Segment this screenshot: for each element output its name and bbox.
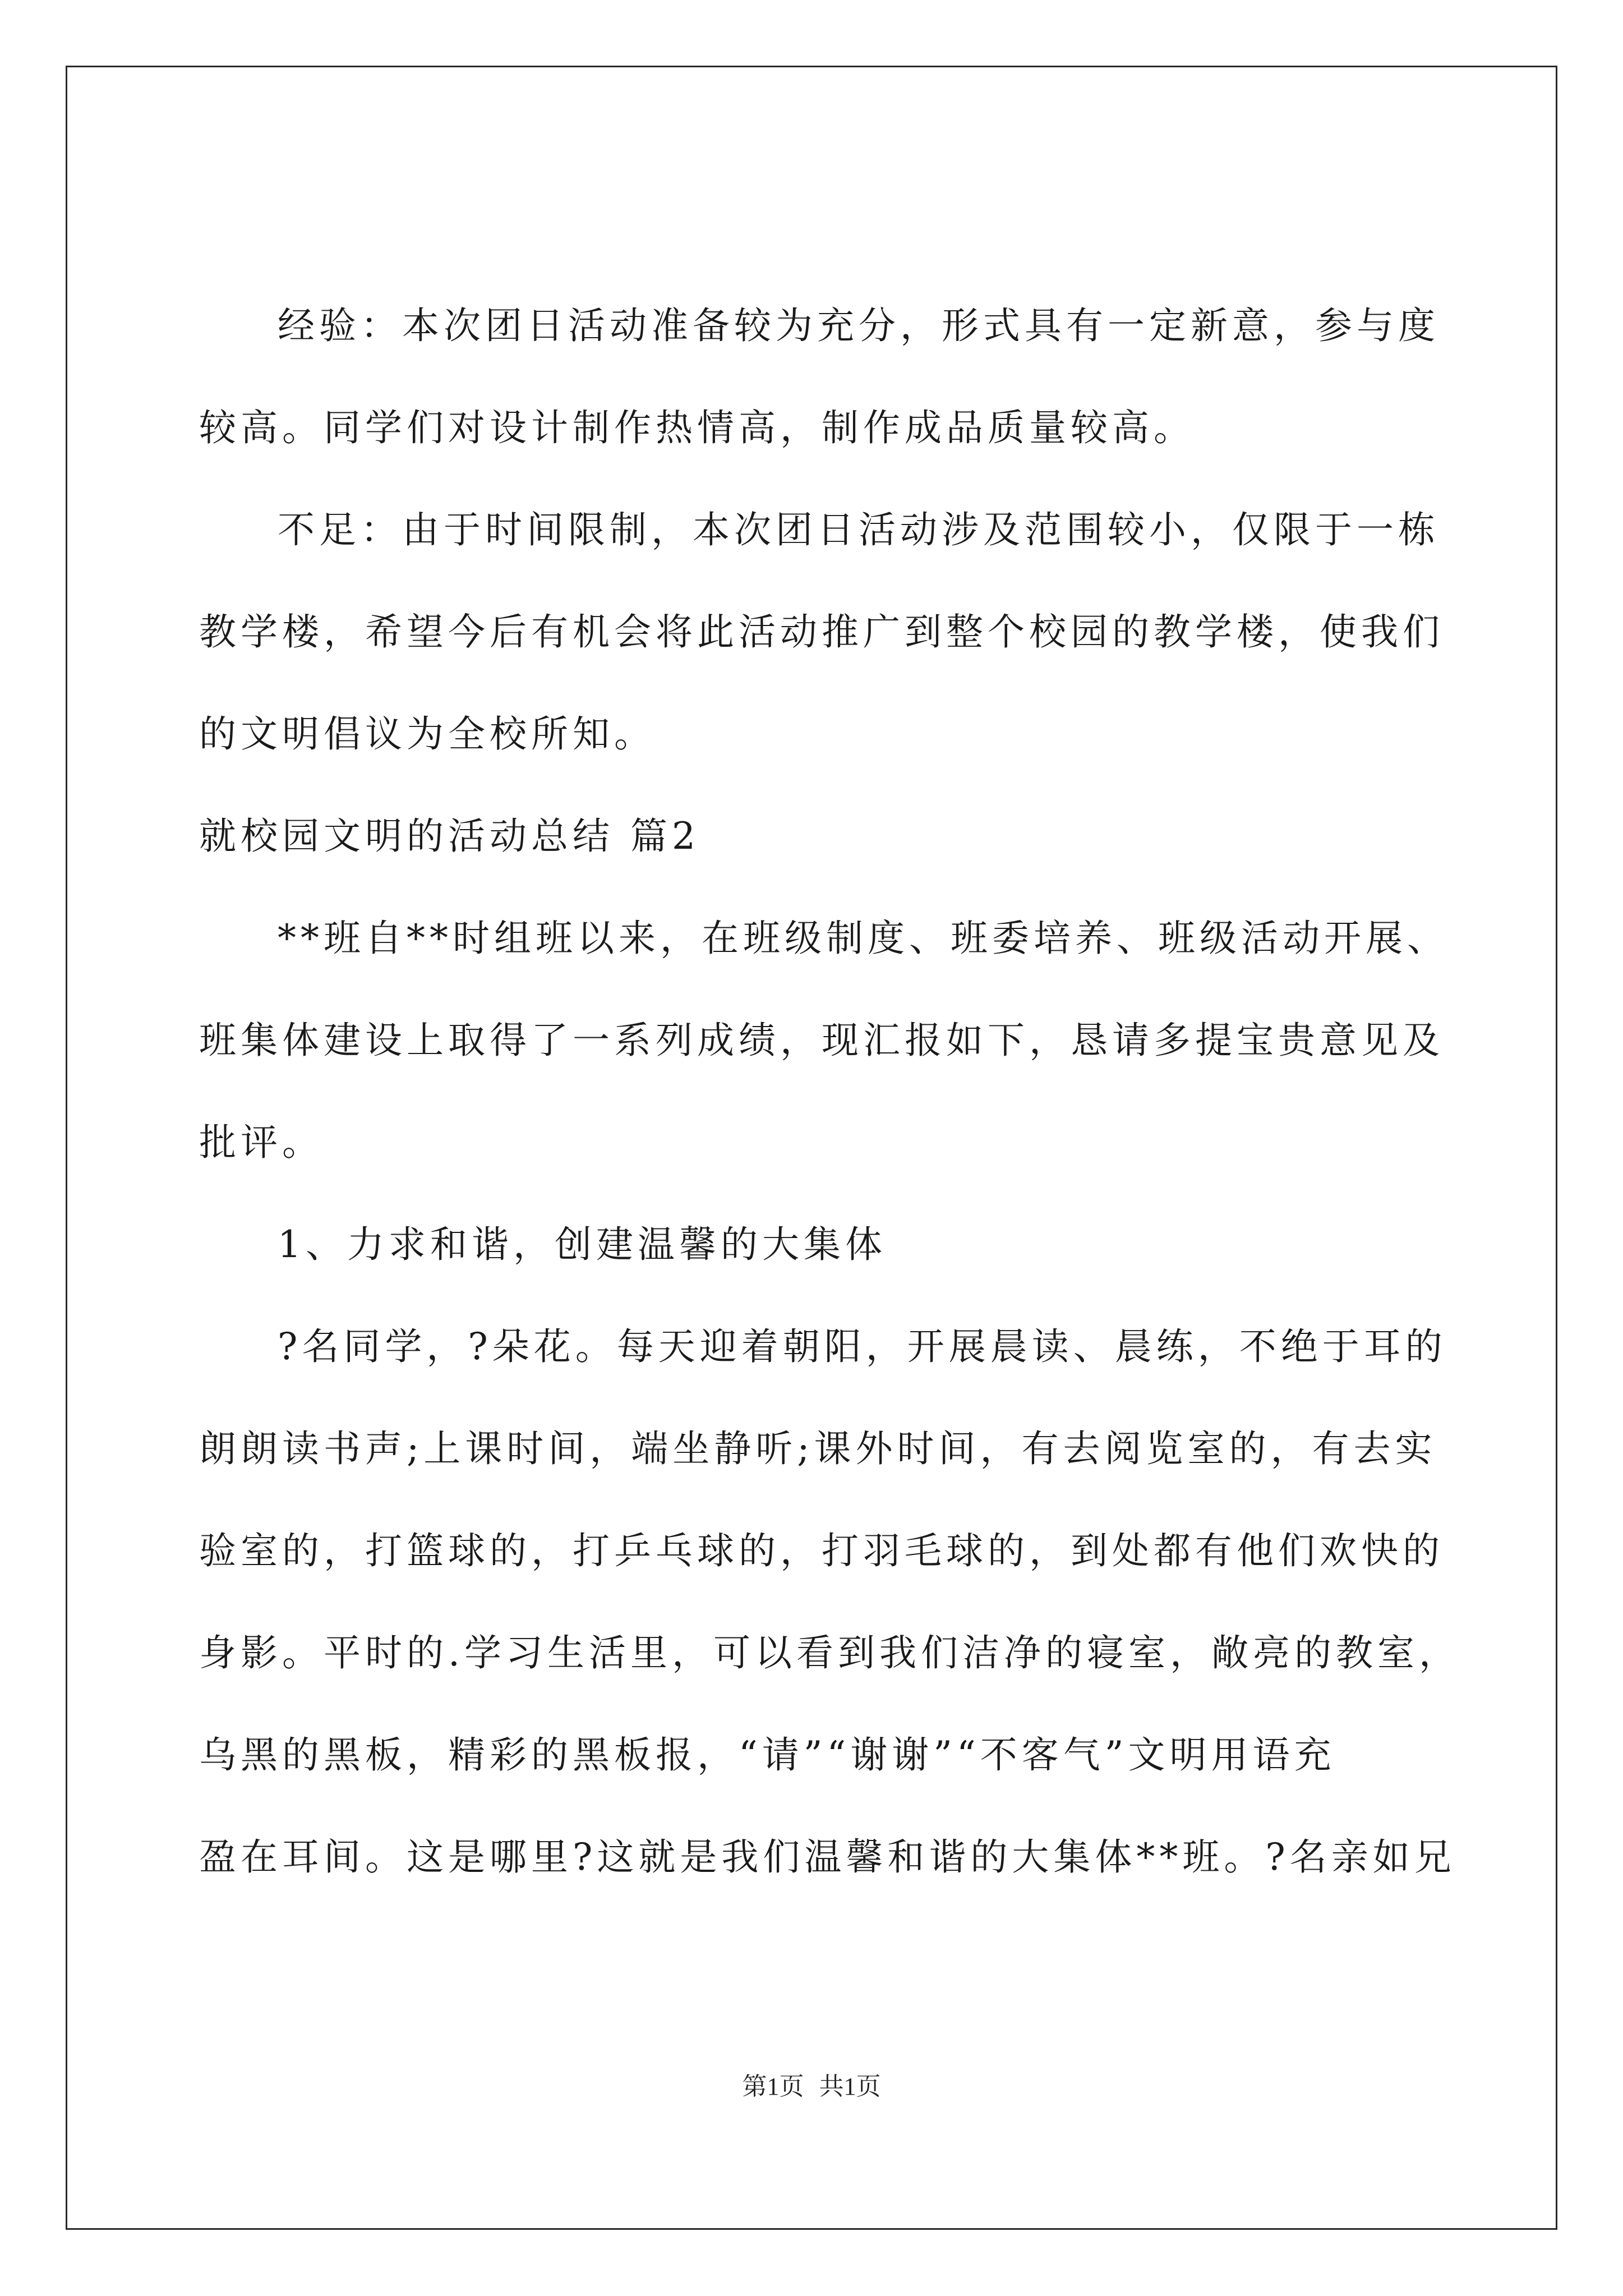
total-pages: 共1页 [819,2073,881,2100]
paragraph-line: 较高。同学们对设计制作热情高，制作成品质量较高。 [199,406,1195,449]
page-footer [0,2070,1623,2104]
paragraph-line: **班自**时组班以来，在班级制度、班委培养、班级活动开展、 [278,917,1449,960]
document-body [199,275,1460,1908]
paragraph-line: 乌黑的黑板，精彩的黑板报，“请”“谢谢”“不客气”文明用语充 [199,1733,1336,1777]
paragraph-line: 验室的，打篮球的，打乒乓球的，打羽毛球的，到处都有他们欢快的 [199,1529,1444,1572]
paragraph-line: 经验：本次团日活动准备较为充分，形式具有一定新意，参与度 [278,304,1440,347]
paragraph-line: 批评。 [199,1121,324,1164]
paragraph-line: 的文明倡议为全校所知。 [199,712,656,756]
page-number: 第1页 [742,2073,804,2100]
paragraph-line: 朗朗读书声;上课时间，端坐静听;课外时间，有去阅览室的，有去实 [199,1427,1437,1470]
section-heading: 就校园文明的活动总结 篇2 [199,815,700,858]
paragraph-line: 身影。平时的.学习生活里，可以看到我们洁净的寝室，敞亮的教室， [199,1631,1460,1674]
paragraph-line: 盈在耳间。这是哪里?这就是我们温馨和谐的大集体**班。?名亲如兄 [199,1835,1456,1879]
paragraph-line: 教学楼，希望今后有机会将此活动推广到整个校园的教学楼，使我们 [199,610,1444,654]
paragraph-line: 班集体建设上取得了一系列成绩，现汇报如下，恳请多提宝贵意见及 [199,1019,1444,1062]
paragraph-line: ?名同学，?朵花。每天迎着朝阳，开展晨读、晨练，不绝于耳的 [278,1325,1447,1368]
subsection-heading: 1、力求和谐，创建温馨的大集体 [278,1223,887,1266]
paragraph-line: 不足：由于时间限制，本次团日活动涉及范围较小，仅限于一栋 [278,508,1440,551]
